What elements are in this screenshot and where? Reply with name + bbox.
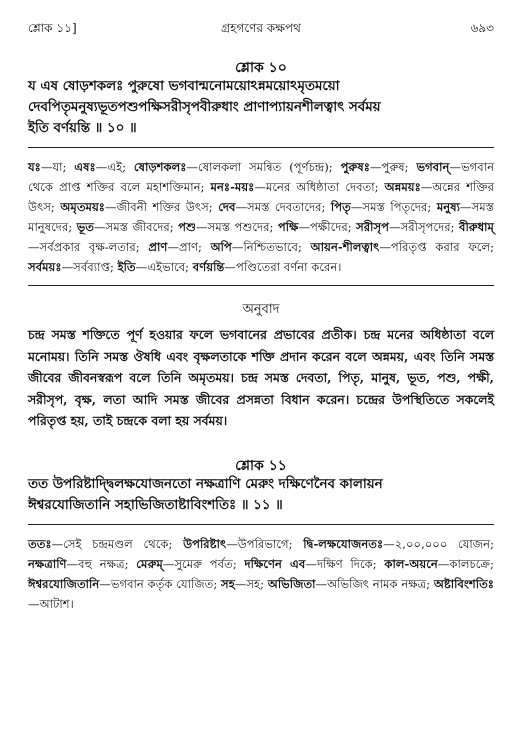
verse-line: য এষ ষোড়শকলঃ পুরুষো ভগবান্মনোময়োঽন্নময়োঽমৃতময়ো bbox=[28, 78, 340, 94]
synonym-word: প্রাণ bbox=[148, 240, 168, 254]
synonym-entry bbox=[178, 220, 278, 234]
synonym-word: ষোড়শকলঃ bbox=[133, 160, 187, 174]
synonym-word: অন্নময়ঃ bbox=[384, 180, 421, 194]
verse-11-heading: শ্লোক ১১ bbox=[235, 457, 287, 474]
synonym-meaning: —উপরিভাগে; bbox=[226, 536, 304, 551]
page bbox=[28, 20, 494, 614]
synonym-word: মেরুম্ bbox=[136, 556, 163, 571]
divider bbox=[28, 285, 494, 286]
synonym-word: কাল-অয়নে bbox=[384, 556, 438, 571]
synonym-word: যঃ bbox=[28, 160, 41, 174]
synonym-word: পুরুষঃ bbox=[340, 160, 370, 174]
synonym-meaning: —পক্ষীদের; bbox=[298, 220, 357, 234]
synonym-meaning: —অভিজিৎ নামক নক্ষত্র; bbox=[315, 576, 434, 591]
synonym-entry bbox=[311, 240, 494, 254]
synonym-entry bbox=[268, 577, 434, 591]
synonym-meaning: —জীবনী শক্তির উৎস; bbox=[104, 200, 219, 214]
synonym-meaning: —প্রাণ; bbox=[167, 240, 211, 254]
synonym-entry bbox=[77, 220, 179, 234]
synonym-word: মনঃ-ময়ঃ bbox=[210, 180, 255, 194]
synonym-word: উপরিষ্টাৎ bbox=[183, 536, 227, 551]
verse-line: তত উপরিষ্টাদ্দ্বিলক্ষযোজনতো নক্ষত্রাণি মেরুং দক্ষিণেনৈব কালায়ন bbox=[28, 475, 383, 492]
synonym-meaning: —কালচক্রে; bbox=[437, 556, 495, 571]
synonym-meaning: —সরীসৃপদের; bbox=[389, 220, 459, 234]
synonym-meaning: —সর্বব্যাপ্ত; bbox=[61, 260, 118, 274]
synonym-word: পশু bbox=[178, 220, 196, 234]
verse-10-text bbox=[28, 76, 494, 139]
verse-10-synonyms bbox=[28, 157, 494, 277]
synonym-word: অমৃতময়ঃ bbox=[60, 200, 105, 214]
synonym-entry bbox=[278, 220, 356, 234]
verse-11-synonyms bbox=[28, 534, 494, 614]
verse-line: ঈশ্বরযোজিতানি সহাভিজিতাষ্টাবিংশতিঃ ॥ ১১ ॥ bbox=[28, 496, 283, 513]
synonym-meaning: —ভগবান থেকে প্রাপ্ত শক্তির বলে মহাশক্তিমান; bbox=[28, 160, 494, 194]
synonym-meaning: —ষোলকলা সমন্বিত (পূর্ণচন্দ্র); bbox=[186, 160, 341, 174]
verse-11-text bbox=[28, 474, 494, 516]
synonym-meaning: —সমস্ত মানুষদের; bbox=[28, 200, 495, 234]
synonym-word: ইতি bbox=[117, 260, 136, 274]
synonym-meaning: —সর্বপ্রকার বৃক্ষ-লতার; bbox=[28, 240, 149, 254]
synonym-entry bbox=[28, 557, 136, 571]
synonym-word: বর্ণয়ন্তি bbox=[192, 260, 225, 274]
synonym-entry bbox=[245, 557, 385, 571]
verse-10-heading: শ্লোক ১০ bbox=[235, 60, 287, 76]
translation-text: চন্দ্র সমস্ত শক্তিতে পূর্ণ হওয়ার ফলে ভগবানের প্রভাবের প্রতীক। চন্দ্র মনের অধিষ্ঠাতা বলে মনোময়। তিনি সমস্ত ঔষধি এবং বৃক্ষলতাকে শক্তি প্রদান করেন বলে অন্নময়, এবং তিনি সমস্ত জীবের জীবনস্বরূপ বলে তিনি অমৃতময়। চন্দ্র সমস্ত দেবতা, পিতৃ, মানুষ, ভূত, পশু, পক্ষী, সরীসৃপ, বৃক্ষ, লতা আদি সমস্ত জীবের প্রসন্নতা বিধান করেন। চন্দ্রের উপস্থিতিতে সকলেই পরিতৃপ্ত হয়, তাই চন্দ্রকে বলা হয় সর্বময়। bbox=[28, 327, 494, 428]
synonym-meaning: —ভগবান কর্তৃক যোজিত; bbox=[99, 576, 222, 591]
synonym-meaning: —সমস্ত জীবদের; bbox=[93, 220, 179, 234]
synonym-entry bbox=[28, 260, 118, 274]
synonym-entry bbox=[211, 240, 311, 254]
synonym-entry bbox=[118, 260, 193, 274]
synonym-word: পক্ষি bbox=[277, 220, 299, 234]
synonym-meaning: —২,০০,০০০ যোজন; bbox=[383, 536, 494, 551]
synonym-entry bbox=[218, 200, 331, 214]
synonym-meaning: —পরিতৃপ্ত করার ফলে; bbox=[379, 240, 495, 254]
synonym-word: সর্বময়ঃ bbox=[28, 260, 62, 274]
verse-line: দেবপিতৃমনুষ্যভূতপশুপক্ষিসরীসৃপবীরুধাং প্রাণাপ্যায়নশীলত্বাৎ সর্বময় bbox=[28, 99, 381, 115]
synonym-word: মনুষ্য bbox=[436, 200, 460, 214]
synonym-meaning: —মনের অধিষ্ঠাতা দেবতা; bbox=[254, 180, 385, 194]
page-number: ৬৯৩ bbox=[470, 21, 494, 35]
synonym-meaning: —সমস্ত দেবতাদের; bbox=[235, 200, 331, 214]
synonym-meaning: —বহু নক্ষত্র; bbox=[66, 556, 137, 571]
synonym-meaning: —সহ; bbox=[234, 576, 268, 591]
synonym-word: বীরুধাম্ bbox=[459, 220, 494, 234]
synonym-meaning: —দক্ষিণ দিকে; bbox=[305, 556, 385, 571]
synonym-entry bbox=[356, 220, 459, 234]
synonym-entry bbox=[28, 577, 221, 591]
divider bbox=[28, 524, 494, 525]
synonym-word: পিতৃ bbox=[330, 200, 351, 214]
synonym-entry bbox=[183, 537, 303, 551]
synonym-word: দেব bbox=[218, 200, 236, 214]
synonym-entry bbox=[384, 557, 494, 571]
synonym-word: দক্ষিণেন এব bbox=[244, 556, 306, 571]
synonym-entry bbox=[148, 240, 210, 254]
synonym-meaning: —যা; bbox=[40, 160, 75, 174]
synonym-entry bbox=[28, 537, 183, 551]
synonym-entry bbox=[136, 557, 244, 571]
synonym-word: অষ্টাবিংশতিঃ bbox=[433, 576, 494, 591]
synonym-word: সহ bbox=[221, 576, 235, 591]
synonym-word: ভগবান্ bbox=[416, 160, 450, 174]
synonym-word: অপি bbox=[210, 240, 232, 254]
synonym-entry bbox=[221, 577, 268, 591]
synonym-entry bbox=[211, 180, 385, 194]
synonym-meaning: —পণ্ডিতেরা বর্ণনা করেন। bbox=[224, 260, 342, 274]
translation-heading: অনুবাদ bbox=[242, 302, 280, 317]
synonym-entry bbox=[193, 260, 342, 274]
synonym-meaning: —আটাশ। bbox=[28, 596, 74, 611]
synonym-entry bbox=[28, 160, 74, 174]
header-chapter-title: গ্রহগণের কক্ষপথ bbox=[221, 21, 301, 35]
synonym-entry bbox=[331, 200, 437, 214]
synonym-entry bbox=[60, 200, 218, 214]
synonym-meaning: —সমস্ত পশুদের; bbox=[195, 220, 278, 234]
running-header bbox=[28, 20, 494, 38]
verse-line: ইতি বর্ণয়ন্তি ॥ ১০ ॥ bbox=[28, 120, 137, 136]
synonym-meaning: —সেই চন্দ্রমণ্ডল থেকে; bbox=[51, 536, 184, 551]
synonym-word: আয়ন-শীলত্বাৎ bbox=[310, 240, 380, 254]
synonym-meaning: —নিশ্চিতভাবে; bbox=[231, 240, 311, 254]
synonym-meaning: —এইভাবে; bbox=[135, 260, 193, 274]
synonym-meaning: —এই; bbox=[95, 160, 134, 174]
synonym-meaning: —পুরুষ; bbox=[369, 160, 417, 174]
synonym-meaning: —অন্নের শক্তির উৎস; bbox=[28, 180, 494, 214]
synonym-word: এষঃ bbox=[74, 160, 96, 174]
synonym-word: নক্ষত্রাণি bbox=[28, 556, 67, 571]
synonym-word: ভূত bbox=[76, 220, 94, 234]
synonym-word: অভিজিতা bbox=[267, 576, 316, 591]
header-verse-ref: শ্লোক ১১] bbox=[28, 21, 77, 35]
synonym-word: ততঃ bbox=[28, 536, 52, 551]
synonym-meaning: —সুমেরু পর্বত; bbox=[162, 556, 245, 571]
synonym-entry bbox=[303, 537, 494, 551]
synonym-entry bbox=[74, 160, 134, 174]
divider bbox=[28, 147, 494, 148]
synonym-meaning: —সমস্ত পিতৃদের; bbox=[350, 200, 437, 214]
synonym-entry bbox=[341, 160, 417, 174]
synonym-word: দ্বি-লক্ষযোজনতঃ bbox=[303, 536, 384, 551]
synonym-word: সরীসৃপ bbox=[356, 220, 390, 234]
synonym-entry bbox=[134, 160, 341, 174]
synonym-word: ঈশ্বরযোজিতানি bbox=[28, 576, 100, 591]
